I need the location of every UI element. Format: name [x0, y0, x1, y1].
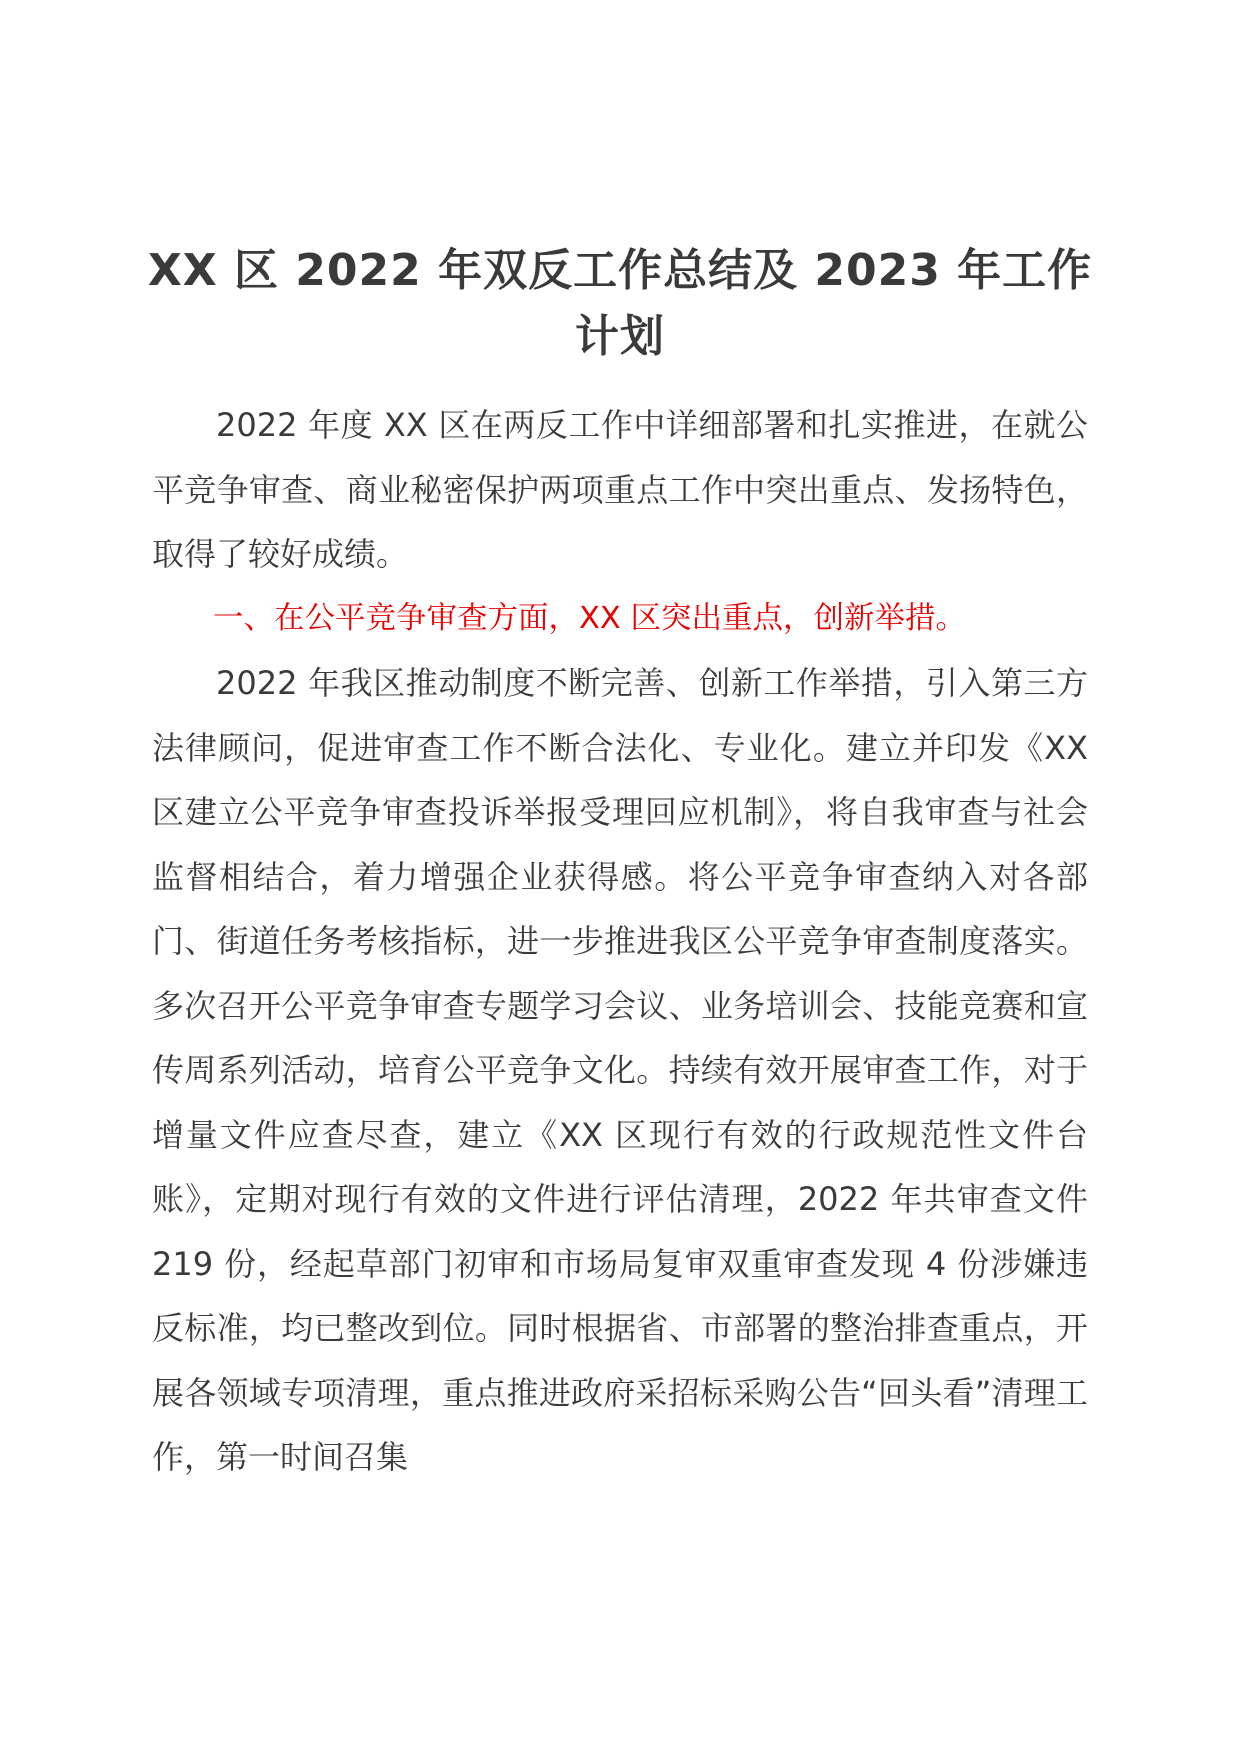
intro-paragraph: 2022 年度 XX 区在两反工作中详细部署和扎实推进，在就公平竞争审查、商业秘密保护两项重点工作中突出重点、发扬特色，取得了较好成绩。	[152, 406, 1088, 573]
section-body-paragraph: 2022 年我区推动制度不断完善、创新工作举措，引入第三方法律顾问，促进审查工作不断合法化、专业化。建立并印发《XX 区建立公平竞争审查投诉举报受理回应机制》，将自我审查与社会监督相结合，着力增强企业获得感。将公平竞争审查纳入对各部门、街道任务考核指标，进一步推进我区公平竞争审查制度落实。多次召开公平竞争审查专题学习会议、业务培训会、技能竞赛和宣传周系列活动，培育公平竞争文化。持续有效开展审查工作，对于增量文件应查尽查，建立《XX 区现行有效的行政规范性文件台账》，定期对现行有效的文件进行评估清理，2022 年共审查文件 219 份，经起草部门初审和市场局复审双重审查发现 4 份涉嫌违反标准，均已整改到位。同时根据省、市部署的整治排查重点，开展各领域专项清理，重点推进政府采招标采购公告“回头看”清理工作，第一时间召集	[152, 664, 1088, 1476]
document-body	[152, 393, 1088, 1490]
section-heading: 一、在公平竞争审查方面，XX 区突出重点，创新举措。	[213, 600, 966, 636]
document-title: XX 区 2022 年双反工作总结及 2023 年工作计划	[147, 245, 1093, 362]
